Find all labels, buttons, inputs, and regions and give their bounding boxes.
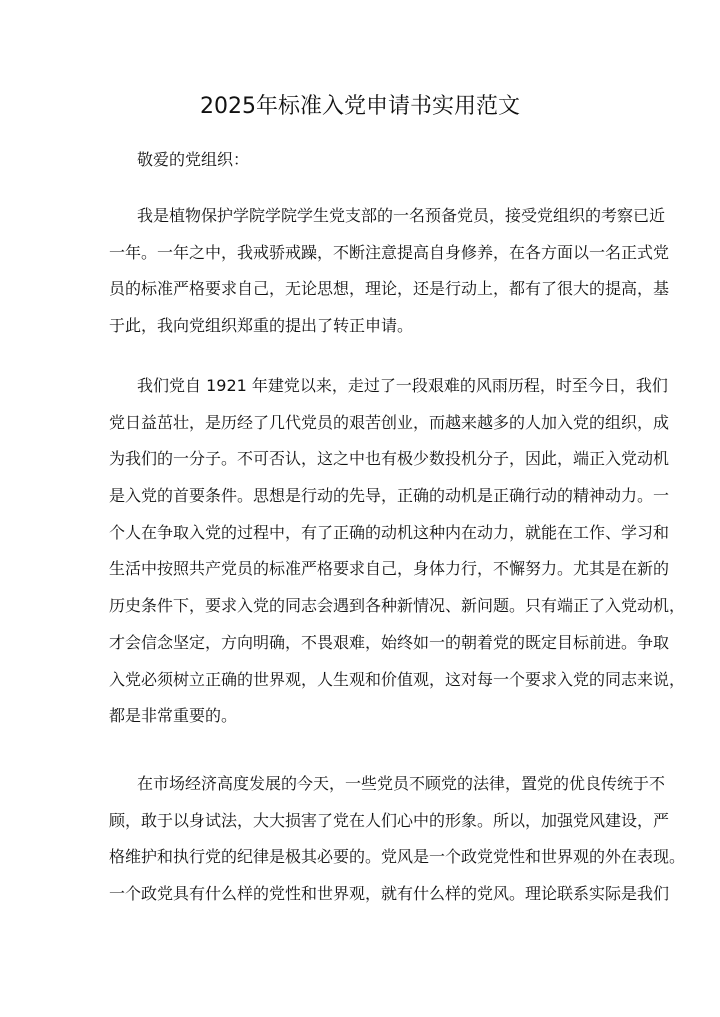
text-line: 入党必须树立正确的世界观，人生观和价值观，这对每一个要求入党的同志来说， <box>109 669 686 689</box>
paragraph-3 <box>109 772 686 919</box>
text-line: 我是植物保护学院学院学生党支部的一名预备党员，接受党组织的考察已近 <box>137 206 666 225</box>
text-line: 一年。一年之中，我戒骄戒躁，不断注意提高自身修养，在各方面以一名正式党 <box>109 242 670 262</box>
document-title: 2025年标准入党申请书实用范文 <box>200 94 520 119</box>
text-line: 员的标准严格要求自己，无论思想，理论，还是行动上，都有了很大的提高，基 <box>109 279 670 299</box>
text-line: 我们党自 1921 年建党以来，走过了一段艰难的风雨历程，时至今日，我们 <box>137 376 668 395</box>
text-line: 在市场经济高度发展的今天，一些党员不顾党的法律，置党的优良传统于不 <box>137 774 666 793</box>
paragraph-1 <box>109 204 670 351</box>
text-line: 顾，敢于以身试法，大大损害了党在人们心中的形象。所以，加强党风建设，严 <box>109 810 670 830</box>
text-line: 都是非常重要的。 <box>109 706 238 726</box>
text-line: 历史条件下，要求入党的同志会遇到各种新情况、新问题。只有端正了入党动机， <box>109 596 686 616</box>
text-line: 是入党的首要条件。思想是行动的先导，正确的动机是正确行动的精神动力。一 <box>109 486 670 506</box>
salutation: 敬爱的党组织： <box>137 150 250 169</box>
text-line: 党日益茁壮，是历经了几代党员的艰苦创业，而越来越多的人加入党的组织，成 <box>109 412 670 432</box>
text-line: 为我们的一分子。不可否认，这之中也有极少数投机分子，因此，端正入党动机 <box>109 449 670 469</box>
paragraph-2 <box>109 374 686 741</box>
text-line: 才会信念坚定，方向明确，不畏艰难，始终如一的朝着党的既定目标前进。争取 <box>109 632 670 652</box>
text-line: 于此，我向党组织郑重的提出了转正申请。 <box>109 316 414 336</box>
text-line: 格维护和执行党的纪律是极其必要的。党风是一个政党党性和世界观的外在表现。 <box>109 847 686 867</box>
text-line: 一个政党具有什么样的党性和世界观，就有什么样的党风。理论联系实际是我们 <box>109 884 670 904</box>
text-line: 生活中按照共产党员的标准严格要求自己，身体力行，不懈努力。尤其是在新的 <box>109 559 670 579</box>
text-line: 个人在争取入党的过程中，有了正确的动机这种内在动力，就能在工作、学习和 <box>109 522 670 542</box>
